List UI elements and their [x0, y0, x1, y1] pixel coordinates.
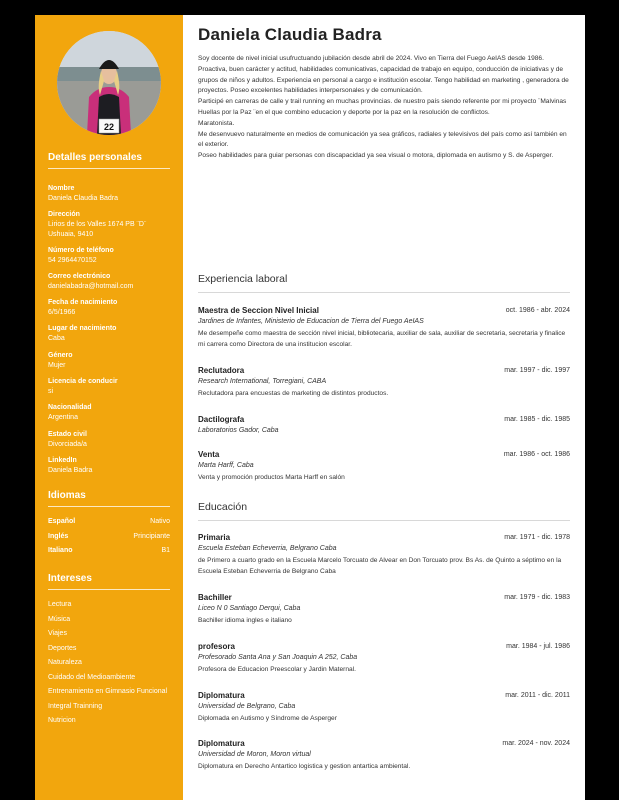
language-name: Inglés	[48, 533, 69, 540]
race-bib-number: 22	[103, 122, 115, 132]
summary-paragraph: Proactiva, buen carácter y actitud, habilidades comunicativas, capacidad de trabajo en equipo, conducción de iniciativas y de grupos de niños y adultos. Experiencia en personal a cargo e institución escolar. Tengo habilidad en marketing , generadora de proyectos. Poseo excelentes habilidades interpersonales y de comunicación.	[198, 65, 569, 95]
language-row	[48, 547, 170, 554]
interest-item: Cuidado del Medioambiente	[48, 674, 136, 681]
interests-title: Intereses	[48, 573, 170, 590]
entry-title: Venta	[198, 450, 220, 459]
interest-item: Deportes	[48, 645, 77, 652]
entry-date: mar. 1986 - oct. 1986	[503, 451, 570, 458]
pd-value-nationality: Argentina	[48, 414, 78, 421]
entry-title: Primaria	[198, 533, 231, 542]
pd-label-phone: Número de teléfono	[48, 247, 114, 254]
entry-date: mar. 1997 - dic. 1997	[504, 367, 570, 374]
entry-description: Reclutadora para encuestas de marketing de distintos productos.	[198, 390, 389, 397]
pd-value-birthdate: 6/5/1966	[48, 309, 76, 316]
main-content	[183, 15, 585, 800]
experience-section-title: Experiencia laboral	[198, 273, 570, 293]
entry-date: mar. 1984 - jul. 1986	[506, 643, 570, 650]
pd-label-email: Correo electrónico	[48, 273, 111, 280]
pd-label-civil-status: Estado civil	[48, 431, 87, 438]
profile-summary	[198, 54, 570, 162]
summary-paragraph: Poseo habilidades para guiar personas con discapacidad ya sea visual o motora, diplomada en autismo y S. de Asperger.	[198, 152, 554, 160]
summary-paragraph: Participé en carreras de calle y trail running en muchas provincias. de nuestro país siendo referente por mi proyecto ¨Malvinas Huellas por la Paz ¨en el que combino educacion y deporte por la paz en la resolución de conflictos.	[198, 98, 567, 116]
entry-organization: Universidad de Moron, Moron virtual	[198, 751, 311, 758]
education-entry	[198, 533, 570, 577]
pd-label-linkedin: LinkedIn	[48, 457, 77, 464]
pd-value-phone: 54 2964470152	[48, 257, 97, 264]
entry-organization: Laboratorios Gador, Caba	[198, 427, 279, 434]
experience-entry	[198, 306, 570, 350]
pd-label-birthplace: Lugar de nacimiento	[48, 325, 117, 332]
entry-description: Bachiller idioma ingles e italiano	[198, 617, 292, 624]
education-entry	[198, 642, 570, 676]
experience-entry	[198, 450, 570, 484]
entry-date: mar. 2011 - dic. 2011	[505, 692, 570, 699]
entry-title: Diplomatura	[198, 739, 245, 748]
language-row	[48, 518, 170, 525]
language-row	[48, 533, 170, 540]
entry-organization: Jardines de Infantes, Ministerio de Educacion de Tierra del Fuego AeIAS	[198, 318, 424, 325]
interest-item: Lectura	[48, 601, 72, 608]
pd-value-license: si	[48, 388, 54, 395]
entry-description: Profesora de Educacion Preescolar y Jardin Maternal.	[198, 666, 356, 673]
experience-entry	[198, 415, 570, 434]
entry-description: Venta y promoción productos Marta Harff en salón	[198, 474, 345, 481]
pd-label-nationality: Nacionalidad	[48, 404, 92, 411]
entry-organization: Universidad de Belgrano, Caba	[198, 703, 296, 710]
education-entry	[198, 691, 570, 725]
summary-paragraph: Me desenvuevo naturalmente en medios de comunicación ya sea gráficos, radiales y televisivos del país como así también en el exterior.	[198, 130, 567, 149]
interest-item: Música	[48, 616, 71, 623]
education-entry	[198, 593, 570, 627]
pd-value-civil-status: Divorciada/a	[48, 441, 87, 448]
entry-title: Reclutadora	[198, 366, 245, 375]
pd-label-name: Nombre	[48, 185, 75, 192]
entry-organization: Research International, Torregiani, CABA	[198, 378, 327, 385]
entry-description: Diplomatura en Derecho Antartico logistica y gestion antartica ambiental.	[198, 763, 411, 770]
language-level: Nativo	[150, 518, 170, 525]
sidebar	[35, 15, 183, 800]
education-entry	[198, 739, 570, 773]
pd-value-gender: Mujer	[48, 362, 66, 369]
entry-description: Diplomada en Autismo y Síndrome de Asperger	[198, 715, 337, 722]
language-level: Principiante	[133, 533, 170, 540]
entry-organization: Escuela Esteban Echeverria, Belgrano Caba	[198, 545, 337, 552]
education-section-title: Educación	[198, 501, 570, 521]
entry-organization: Liceo N 0 Santiago Derqui, Caba	[198, 605, 301, 612]
interest-item: Naturaleza	[48, 659, 82, 666]
entry-title: Bachiller	[198, 593, 232, 602]
entry-organization: Marta Harff, Caba	[198, 462, 254, 469]
language-level: B1	[161, 547, 170, 554]
pd-value-linkedin[interactable]: Daniela Badra	[48, 467, 93, 474]
summary-paragraph: Soy docente de nivel inicial usufructuando jubilación desde abril de 2024. Vivo en Tierra del Fuego AeIAS desde 1986.	[198, 55, 544, 62]
entry-title: Dactilografa	[198, 415, 245, 424]
full-name-heading: Daniela Claudia Badra	[198, 25, 382, 44]
language-name: Italiano	[48, 547, 73, 554]
entry-title: Diplomatura	[198, 691, 245, 700]
entry-date: mar. 1971 - dic. 1978	[504, 534, 570, 541]
languages-title: Idiomas	[48, 490, 170, 507]
entry-description: Me desempeñe como maestra de sección nivel inicial, bibliotecaria, auxiliar de sala, auxiliar de secretaria, secretaria y finalice mi carrera como Directora de una institucion escolar.	[198, 330, 566, 348]
pd-value-email[interactable]: danielabadra@hotmail.com	[48, 283, 134, 290]
personal-details-title: Detalles personales	[48, 152, 170, 169]
interest-item: Integral Trainning	[48, 703, 103, 710]
pd-value-birthplace: Caba	[48, 335, 65, 342]
pd-label-birthdate: Fecha de nacimiento	[48, 299, 118, 306]
resume-page	[35, 15, 585, 800]
interest-item: Entrenamiento en Gimnasio Funcional	[48, 688, 168, 695]
language-name: Español	[48, 518, 76, 525]
pd-value-address-line2: Ushuaia, 9410	[48, 231, 94, 238]
pd-label-license: Licencia de conducir	[48, 378, 118, 385]
entry-title: Maestra de Seccion Nivel Inicial	[198, 306, 319, 315]
entry-date: mar. 1979 - dic. 1983	[504, 594, 570, 601]
entry-organization: Profesorado Santa Ana y San Joaquin A 252, Caba	[198, 654, 358, 661]
entry-date: oct. 1986 - abr. 2024	[505, 307, 570, 314]
interest-item: Viajes	[48, 630, 67, 637]
pd-label-gender: Género	[48, 352, 73, 359]
entry-date: mar. 1985 - dic. 1985	[504, 416, 570, 423]
pd-value-address-line1: Lirios de los Valles 1674 PB ¨D¨	[48, 221, 147, 228]
profile-photo	[57, 31, 161, 135]
entry-date: mar. 2024 - nov. 2024	[502, 740, 570, 747]
summary-paragraph: Maratonista.	[198, 119, 235, 127]
interest-item: Nutricion	[48, 717, 76, 724]
experience-entry	[198, 366, 570, 400]
pd-label-address: Dirección	[48, 211, 80, 218]
entry-description: de Primero a cuarto grado en la Escuela Marcelo Torcuato de Alvear en Don Torcuato prov. Bs As. de Quinto a séptimo en la Escuela Esteban Echeverria de Belgrano Caba	[198, 557, 562, 575]
pd-value-name: Daniela Claudia Badra	[48, 195, 119, 202]
entry-title: profesora	[198, 642, 235, 651]
